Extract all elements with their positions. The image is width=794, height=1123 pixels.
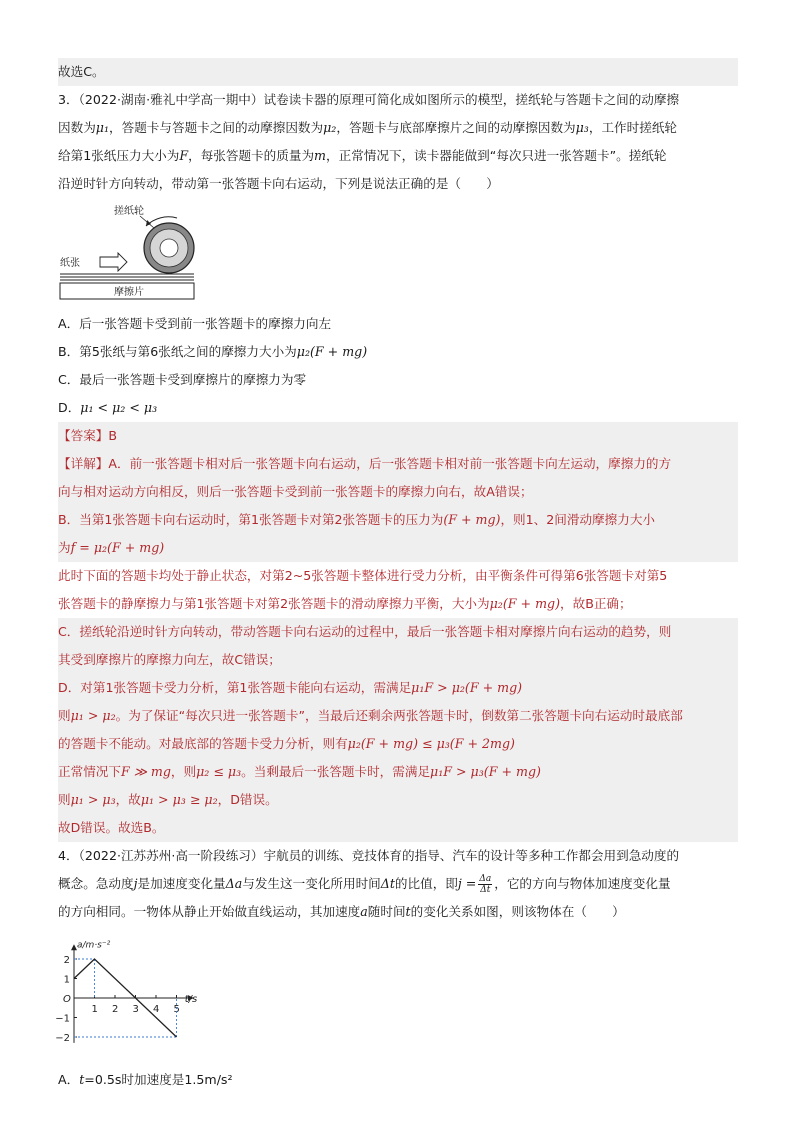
math-delta-a: Δa — [225, 876, 243, 891]
q3-text: ，答题卡与底部摩擦片之间的动摩擦因数为 — [336, 120, 576, 135]
detail-text: 张答题卡的静摩擦力与第1张答题卡对第2张答题卡的滑动摩擦力平衡，大小为 — [58, 596, 490, 611]
answer-label-text: 【答案】B — [58, 428, 118, 443]
detail-text: D．对第1张答题卡受力分析，第1张答题卡能向右运动，需满足 — [58, 680, 412, 695]
detail-line-7 — [58, 618, 738, 646]
detail-text: 向与相对运动方向相反，则后一张答题卡受到前一张答题卡的摩擦力向右，故A错误； — [58, 484, 533, 499]
detail-math: μ₁ > μ₃ ≥ μ₂ — [140, 792, 218, 807]
detail-text: 故D错误。故选B。 — [58, 820, 165, 835]
detail-math: F ≫ mg — [120, 764, 171, 779]
option-b-text: B．第5张纸与第6张纸之间的摩擦力大小为 — [58, 344, 297, 359]
detail-line-4 — [58, 534, 738, 562]
q3-stem-line-4 — [58, 170, 738, 198]
q3-stem-line-1 — [58, 86, 738, 114]
answer-block-3 — [58, 618, 738, 842]
card-reader-figure — [58, 198, 738, 310]
x-tick-label: 4 — [153, 1004, 160, 1015]
detail-text: 正常情况下 — [58, 764, 121, 779]
detail-line-8 — [58, 646, 738, 674]
label-wheel: 搓纸轮 — [114, 206, 144, 217]
detail-line-2 — [58, 478, 738, 506]
origin-label: O — [63, 994, 71, 1005]
detail-text: 此时下面的答题卡均处于静止状态，对第2~5张答题卡整体进行受力分析，由平衡条件可得第6张答题卡对第5 — [58, 568, 668, 583]
math-mu3: μ₃ — [575, 120, 589, 135]
q4-stem-text: 4．（2022·江苏苏州·高一阶段练习）宇航员的训练、竞技体育的指导、汽车的设计等多种工作都会用到急动度的 — [58, 848, 680, 863]
x-tick-label: 1 — [91, 1004, 98, 1015]
q4-stem-line-2 — [58, 870, 738, 898]
q3-stem-line-3 — [58, 142, 738, 170]
detail-text: ，则 — [170, 764, 197, 779]
math-F: F — [179, 148, 189, 163]
y-tick-label: 2 — [63, 955, 70, 966]
y-axis-label: a/m·s⁻² — [77, 940, 111, 951]
detail-line-5 — [58, 562, 738, 590]
answer-block-2 — [58, 562, 738, 618]
paper-direction-arrow — [100, 253, 127, 271]
x-tick-label: 2 — [112, 1004, 119, 1015]
q4-text: ，它的方向与物体加速度变化量 — [494, 876, 671, 891]
detail-text: 则 — [58, 792, 71, 807]
q3-option-c[interactable] — [58, 366, 738, 394]
option-a-text: =0.5s时加速度是1.5m/s² — [84, 1072, 233, 1087]
q3-text: ，正常情况下，读卡器能做到“每次只进一张答题卡”。搓纸轮 — [326, 148, 667, 163]
answer-block — [58, 422, 738, 562]
option-d-math: μ₁ < μ₂ < μ₃ — [80, 400, 158, 415]
detail-text: 。当剩最后一张答题卡时，需满足 — [241, 764, 431, 779]
q3-stem-text: 沿逆时针方向转动，带动第一张答题卡向右运动，下列是说法正确的是（ ） — [58, 176, 499, 191]
document-page — [55, 58, 738, 1094]
detail-math: μ₁F > μ₃(F + mg) — [430, 764, 541, 779]
label-paper: 纸张 — [60, 258, 80, 269]
detail-line-11 — [58, 730, 738, 758]
math-j: j — [133, 876, 138, 891]
option-a-text: A． — [58, 1072, 80, 1087]
prev-answer-text: 故选C。 — [58, 64, 105, 79]
fraction-denominator: Δt — [480, 885, 491, 895]
detail-math: (F + mg) — [443, 512, 501, 527]
detail-text: ，故B正确； — [560, 596, 632, 611]
detail-math: μ₁F > μ₂(F + mg) — [411, 680, 523, 695]
q3-option-a[interactable] — [58, 310, 738, 338]
detail-line-3 — [58, 506, 738, 534]
feed-wheel-hub — [160, 239, 178, 257]
detail-math: μ₂ ≤ μ₃ — [196, 764, 242, 779]
math-j-equals: j = — [457, 876, 477, 891]
detail-text: ，故 — [115, 792, 141, 807]
card-reader-diagram — [58, 198, 218, 310]
detail-line-9 — [58, 674, 738, 702]
fraction-numerator: Δa — [479, 874, 492, 884]
q3-text: ，每张答题卡的质量为 — [188, 148, 315, 163]
q4-stem-line-1 — [58, 842, 738, 870]
detail-line-13 — [58, 786, 738, 814]
option-c-text: C．最后一张答题卡受到摩擦片的摩擦力为零 — [58, 372, 307, 387]
q3-option-d[interactable] — [58, 394, 738, 422]
option-b-math: μ₂(F + mg) — [296, 344, 368, 359]
detail-math: μ₂(F + mg) ≤ μ₃(F + 2mg) — [347, 736, 515, 751]
math-m: m — [314, 148, 326, 163]
y-tick-label: 1 — [63, 974, 70, 986]
math-delta-t: Δt — [380, 876, 395, 891]
q3-text: 给第1张纸压力大小为 — [58, 148, 180, 163]
option-a-text: A．后一张答题卡受到前一张答题卡的摩擦力向左 — [58, 316, 332, 331]
q4-stem-line-3 — [58, 898, 738, 926]
option-d-text: D． — [58, 400, 81, 415]
q4-text: 的变化关系如图，则该物体在（ ） — [410, 904, 625, 919]
detail-math: μ₂(F + mg) — [489, 596, 560, 611]
x-tick-label: 5 — [173, 1004, 180, 1015]
detail-line-14 — [58, 814, 738, 842]
detail-text: ，则1、2间滑动摩擦力大小 — [500, 512, 656, 527]
q3-text: ，工作时搓纸轮 — [588, 120, 678, 135]
detail-math: μ₁ > μ₂ — [70, 708, 116, 723]
detail-text: 的答题卡不能动。对最底部的答题卡受力分析，则有 — [58, 736, 348, 751]
q4-text: 与发生这一变化所用时间 — [242, 876, 381, 891]
q4-text: 的方向相同。一物体从静止开始做直线运动，其加速度 — [58, 904, 361, 919]
x-tick-label: 3 — [132, 1004, 139, 1015]
detail-label: 【详解】 — [58, 456, 109, 471]
prev-answer-end — [58, 58, 738, 86]
math-mu1: μ₁ — [95, 120, 110, 135]
q3-stem-line-2 — [58, 114, 738, 142]
detail-text: 则 — [58, 708, 71, 723]
detail-text: B．当第1张答题卡向右运动时，第1张答题卡对第2张答题卡的压力为 — [58, 512, 444, 527]
q4-text: 是加速度变化量 — [137, 876, 226, 891]
math-a: a — [360, 904, 368, 919]
jerk-fraction — [478, 874, 492, 895]
detail-math: f = μ₂(F + mg) — [70, 540, 165, 555]
detail-line-1 — [58, 450, 738, 478]
detail-text: C．搓纸轮沿逆时针方向转动，带动答题卡向右运动的过程中，最后一张答题卡相对摩擦片向右运动的趋势，则 — [58, 624, 672, 639]
q3-stem-text: 3．（2022·湖南·雅礼中学高一期中）试卷读卡器的原理可简化成如图所示的模型，搓纸轮与答题卡之间的动摩擦 — [58, 92, 680, 107]
detail-text: 其受到摩擦片的摩擦力向左，故C错误； — [58, 652, 281, 667]
q4-text: 的比值，即 — [394, 876, 458, 891]
label-pad: 摩擦片 — [114, 287, 144, 298]
answer-label — [58, 422, 738, 450]
acceleration-time-chart — [55, 926, 218, 1066]
q3-text: 因数为 — [58, 120, 96, 135]
y-tick-label: −2 — [55, 1033, 70, 1044]
q3-option-b[interactable] — [58, 338, 738, 366]
detail-text: 为 — [58, 540, 71, 555]
q4-text: 概念。急动度 — [58, 876, 134, 891]
math-t: t — [405, 904, 411, 919]
detail-text: 。为了保证“每次只进一张答题卡”，当最后还剩余两张答题卡时，倒数第二张答题卡向右运动时最底部 — [115, 708, 683, 723]
math-mu2: μ₂ — [323, 120, 337, 135]
detail-math: μ₁ > μ₃ — [70, 792, 116, 807]
acceleration-chart-figure — [55, 926, 738, 1066]
x-axis-label: t/s — [184, 994, 198, 1005]
q4-option-a[interactable] — [58, 1066, 738, 1094]
detail-line-6 — [58, 590, 738, 618]
detail-text: ，D错误。 — [217, 792, 278, 807]
detail-text: A．前一张答题卡相对后一张答题卡向右运动，后一张答题卡相对前一张答题卡向左运动，摩擦力的方 — [108, 456, 672, 471]
q3-text: ，答题卡与答题卡之间的动摩擦因数为 — [109, 120, 324, 135]
math-t: t — [79, 1072, 85, 1087]
y-tick-label: −1 — [55, 1013, 70, 1025]
q4-text: 随时间 — [367, 904, 406, 919]
detail-line-10 — [58, 702, 738, 730]
detail-line-12 — [58, 758, 738, 786]
